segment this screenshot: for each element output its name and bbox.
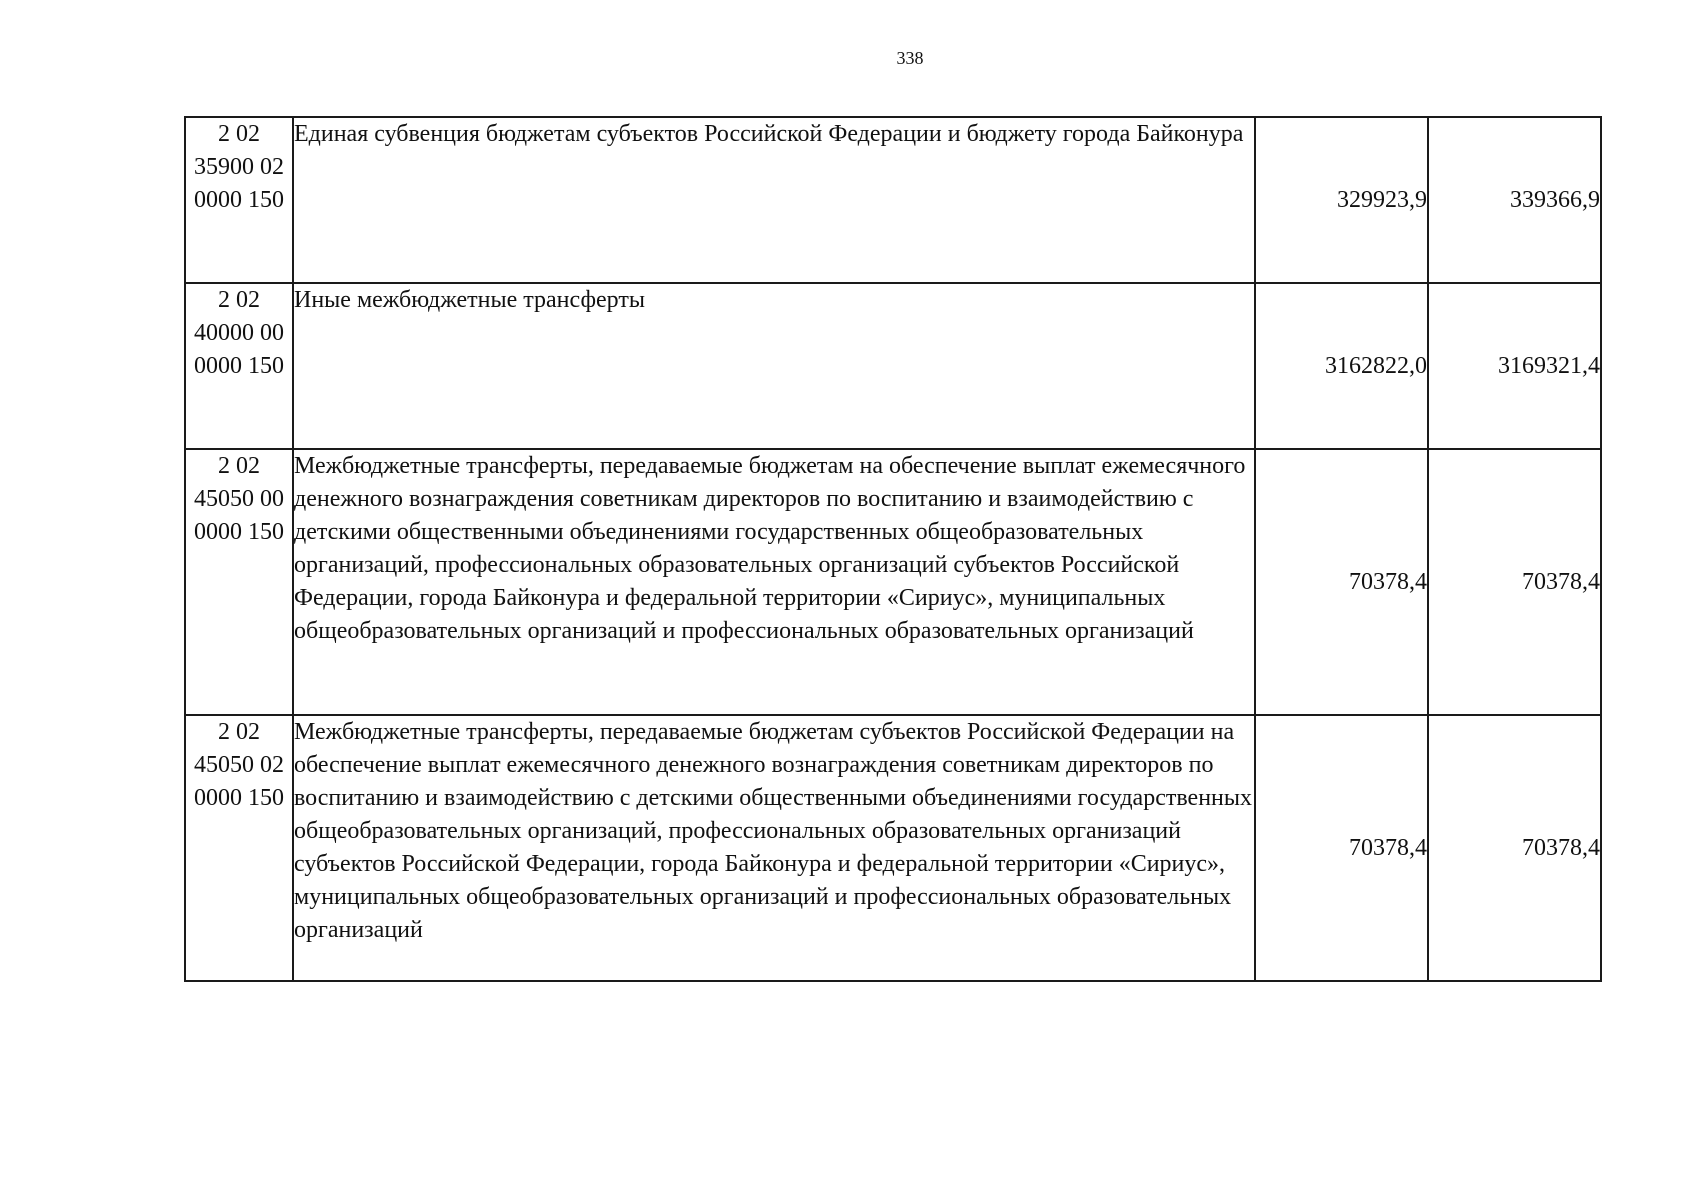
budget-code-line: 2 02 bbox=[218, 287, 260, 313]
budget-code-line: 0000 150 bbox=[194, 187, 284, 213]
table-row bbox=[185, 449, 1601, 715]
budget-code-line: 40000 00 bbox=[194, 320, 284, 346]
amount-cell-2: 70378,4 bbox=[1428, 715, 1601, 981]
budget-code-line: 2 02 bbox=[218, 719, 260, 745]
amount-cell-1: 329923,9 bbox=[1255, 117, 1428, 283]
budget-code-cell bbox=[185, 117, 293, 283]
budget-code-line: 2 02 bbox=[218, 453, 260, 479]
table-row bbox=[185, 283, 1601, 449]
amount-cell-2: 339366,9 bbox=[1428, 117, 1601, 283]
amount-cell-1: 3162822,0 bbox=[1255, 283, 1428, 449]
budget-code-cell bbox=[185, 449, 293, 715]
budget-code-line: 35900 02 bbox=[194, 154, 284, 180]
description-cell: Иные межбюджетные трансферты bbox=[293, 283, 1255, 449]
page-number: 338 bbox=[896, 48, 924, 68]
budget-table bbox=[184, 116, 1602, 982]
description-cell: Межбюджетные трансферты, передаваемые бюджетам на обеспечение выплат ежемесячного денежного вознаграждения советникам директоров по воспитанию и взаимодействию с детскими общественными объединениями государственных общеобразовательных организаций, профессиональных образовательных организаций субъектов Российской Федерации, города Байконура и федеральной территории «Сириус», муниципальных общеобразовательных организаций и профессиональных образовательных организаций bbox=[293, 449, 1255, 715]
description-cell: Межбюджетные трансферты, передаваемые бюджетам субъектов Российской Федерации на обеспечение выплат ежемесячного денежного вознаграждения советникам директоров по воспитанию и взаимодействию с детскими общественными объединениями государственных общеобразовательных организаций, профессиональных образовательных организаций субъектов Российской Федерации, города Байконура и федеральной территории «Сириус», муниципальных общеобразовательных организаций и профессиональных образовательных организаций bbox=[293, 715, 1255, 981]
description-cell: Единая субвенция бюджетам субъектов Российской Федерации и бюджету города Байконура bbox=[293, 117, 1255, 283]
budget-code-cell bbox=[185, 715, 293, 981]
table-row bbox=[185, 715, 1601, 981]
amount-cell-2: 3169321,4 bbox=[1428, 283, 1601, 449]
table-row bbox=[185, 117, 1601, 283]
amount-cell-1: 70378,4 bbox=[1255, 715, 1428, 981]
budget-code-line: 45050 02 bbox=[194, 752, 284, 778]
budget-code-cell bbox=[185, 283, 293, 449]
budget-code-line: 0000 150 bbox=[194, 785, 284, 811]
amount-cell-2: 70378,4 bbox=[1428, 449, 1601, 715]
budget-code-line: 45050 00 bbox=[194, 486, 284, 512]
budget-code-line: 0000 150 bbox=[194, 353, 284, 379]
budget-code-line: 0000 150 bbox=[194, 519, 284, 545]
amount-cell-1: 70378,4 bbox=[1255, 449, 1428, 715]
budget-code-line: 2 02 bbox=[218, 121, 260, 147]
